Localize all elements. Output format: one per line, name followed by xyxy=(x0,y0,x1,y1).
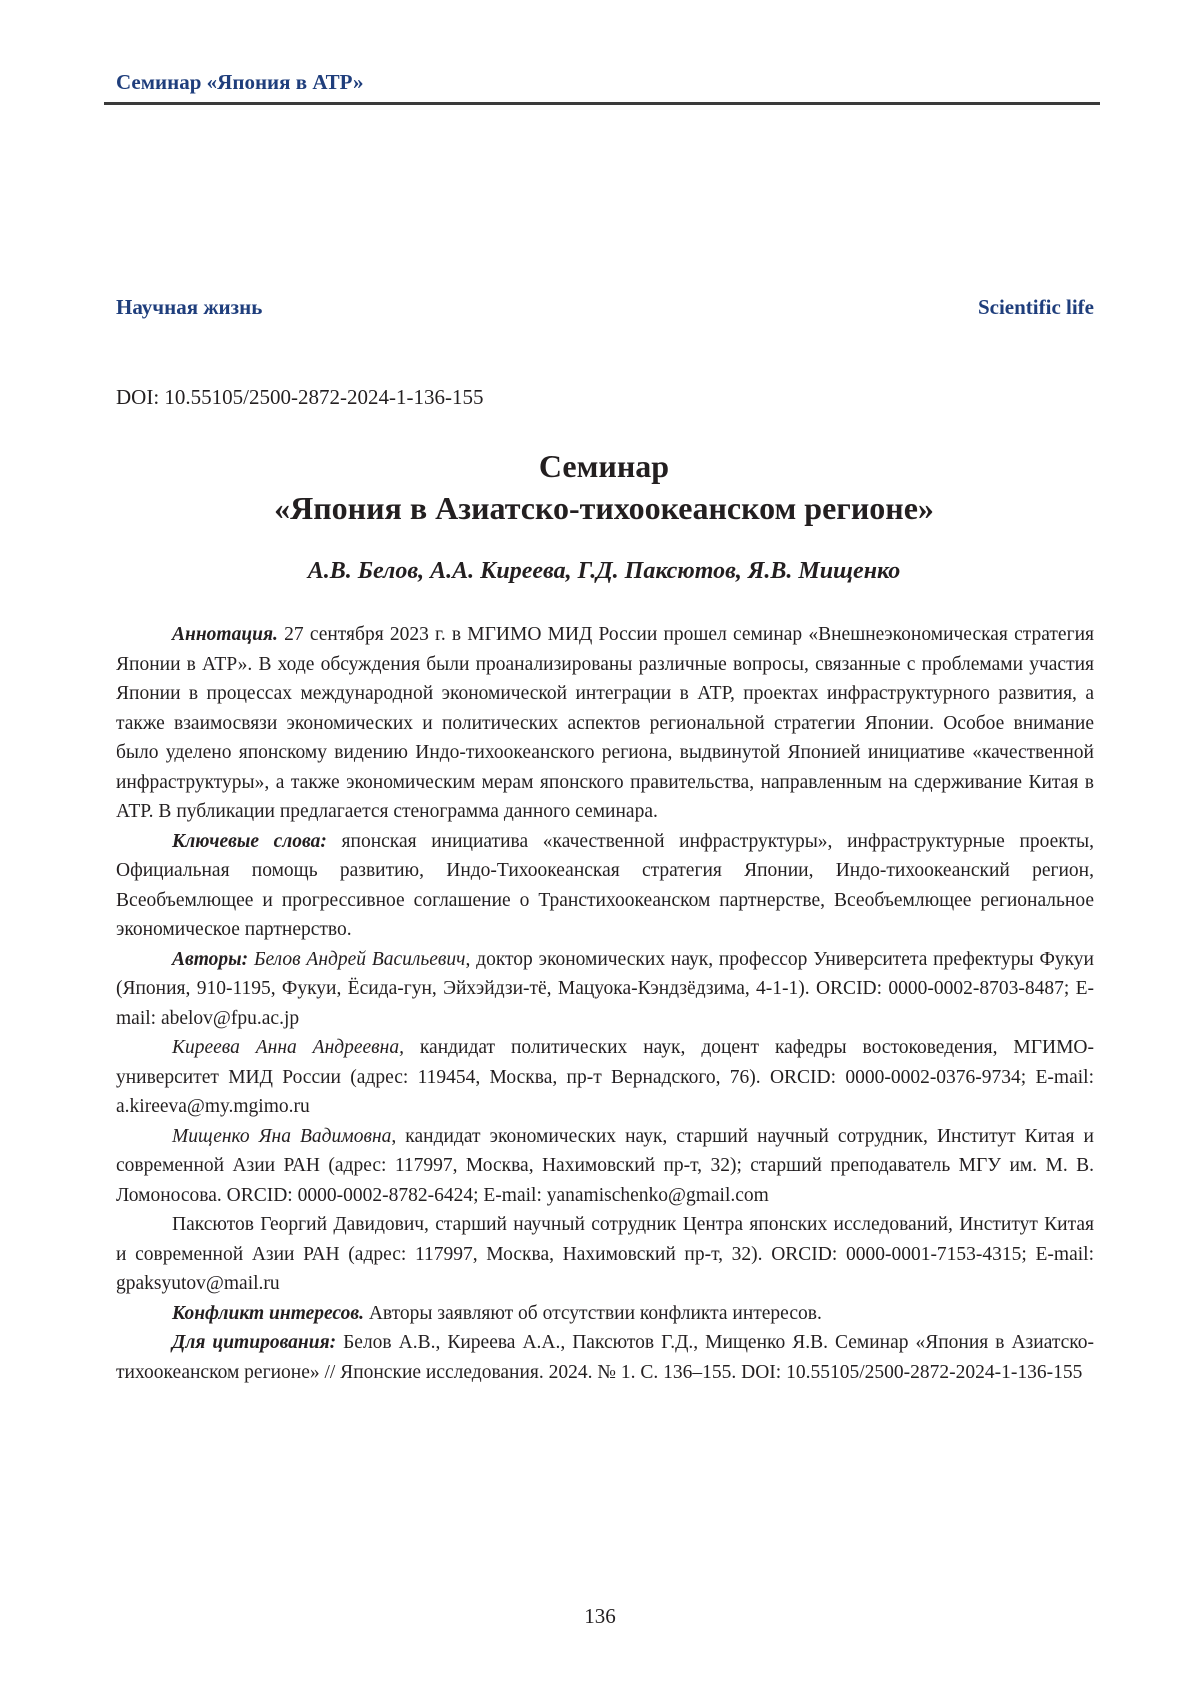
authors-line: А.В. Белов, А.А. Киреева, Г.Д. Паксютов, Я.В. Мищенко xyxy=(116,558,1092,585)
author-mischenko-paragraph xyxy=(116,1122,1094,1211)
section-label-en: Scientific life xyxy=(978,295,1094,320)
citation-text: Белов А.В., Киреева А.А., Паксютов Г.Д., Мищенко Я.В. Семинар «Япония в Азиатско-тихоокеанском регионе» // Японские исследования. 2024. № 1. С. 136–155. DOI: 10.55105/2500-2872-2024-1-136-155 xyxy=(116,1332,1094,1383)
author-mischenko-name: Мищенко Яна Вадимовна xyxy=(172,1126,391,1147)
keywords-label: Ключевые слова: xyxy=(172,831,327,852)
running-title: Семинар «Япония в АТР» xyxy=(116,70,364,95)
abstract-text: 27 сентября 2023 г. в МГИМО МИД России прошел семинар «Внешнеэкономическая стратегия Японии в АТР». В ходе обсуждения были проанализированы различные вопросы, связанные с проблемами участия Японии в процессах международной экономической интеграции в АТР, проектах инфраструктурного развития, а также взаимосвязи экономических и политических аспектов региональной стратегии Японии. Особое внимание было уделено японскому видению Индо-тихоокеанского региона, выдвинутой Японией инициативе «качественной инфраструктуры», а также экономическим мерам японского правительства, направленным на сдерживание Китая в АТР. В публикации предлагается стенограмма данного семинара. xyxy=(116,624,1094,822)
doi: DOI: 10.55105/2500-2872-2024-1-136-155 xyxy=(116,385,483,410)
conflict-text: Авторы заявляют об отсутствии конфликта интересов. xyxy=(364,1303,822,1324)
section-label-ru: Научная жизнь xyxy=(116,295,262,320)
author-kireeva-paragraph xyxy=(116,1033,1094,1122)
article-front-matter xyxy=(116,620,1094,1387)
citation-paragraph xyxy=(116,1328,1094,1387)
page-number: 136 xyxy=(0,1604,1200,1629)
citation-label: Для цитирования: xyxy=(172,1332,336,1353)
conflict-paragraph xyxy=(116,1299,1094,1329)
keywords-text: японская инициатива «качественной инфраструктуры», инфраструктурные проекты, Официальная помощь развитию, Индо-Тихоокеанская стратегия Японии, Индо-тихоокеанский регион, Всеобъемлющее и прогрессивное соглашение о Транстихоокеанском партнерстве, Всеобъемлющее региональное экономическое партнерство. xyxy=(116,831,1094,941)
abstract-label: Аннотация. xyxy=(172,624,278,645)
conflict-label: Конфликт интересов. xyxy=(172,1303,364,1324)
author-belov-paragraph xyxy=(116,945,1094,1034)
author-paksyutov-details: Паксютов Георгий Давидович, старший научный сотрудник Центра японских исследований, Институт Китая и современной Азии РАН (адрес: 117997, Москва, Нахимовский пр-т, 32). ORCID: 0000-0001-7153-4315; E-mail: gpaksyutov@mail.ru xyxy=(116,1214,1094,1294)
author-kireeva-details: кандидат политических наук, доцент кафедры востоковедения, МГИМО-университет МИД России (адрес: 119454, Москва, пр-т Вернадского, 76). ORCID: 0000-0002-0376-9734; E-mail: a.kireeva@my.mgimo.ru xyxy=(116,1037,1094,1117)
article-title xyxy=(116,445,1092,529)
keywords-paragraph xyxy=(116,827,1094,945)
authors-label: Авторы: xyxy=(172,949,248,970)
abstract-paragraph xyxy=(116,620,1094,827)
title-line-2: «Япония в Азиатско-тихоокеанском регионе» xyxy=(116,487,1092,529)
author-belov-name: Белов Андрей Васильевич xyxy=(248,949,465,970)
author-paksyutov-paragraph xyxy=(116,1210,1094,1299)
title-line-1: Семинар xyxy=(116,445,1092,487)
author-belov-details: , доктор экономических наук, профессор Университета префектуры Фукуи (Япония, 910-1195, Фукуи, Ёсида-гун, Эйхэйдзи-тё, Мацуока-Кэндзёдзима, 4-1-1). ORCID: 0000-0002-8703-8487; E-mail: abelov@fpu.ac.jp xyxy=(116,949,1094,1029)
header-divider xyxy=(104,102,1100,105)
author-mischenko-details: , кандидат экономических наук, старший научный сотрудник, Институт Китая и современной Азии РАН (адрес: 117997, Москва, Нахимовский пр-т, 32); старший преподаватель МГУ им. М. В. Ломоносова. ORCID: 0000-0002-8782-6424; E-mail: yanamischenko@gmail.com xyxy=(116,1126,1094,1206)
author-kireeva-name: Киреева Анна Андреевна, xyxy=(172,1037,404,1058)
